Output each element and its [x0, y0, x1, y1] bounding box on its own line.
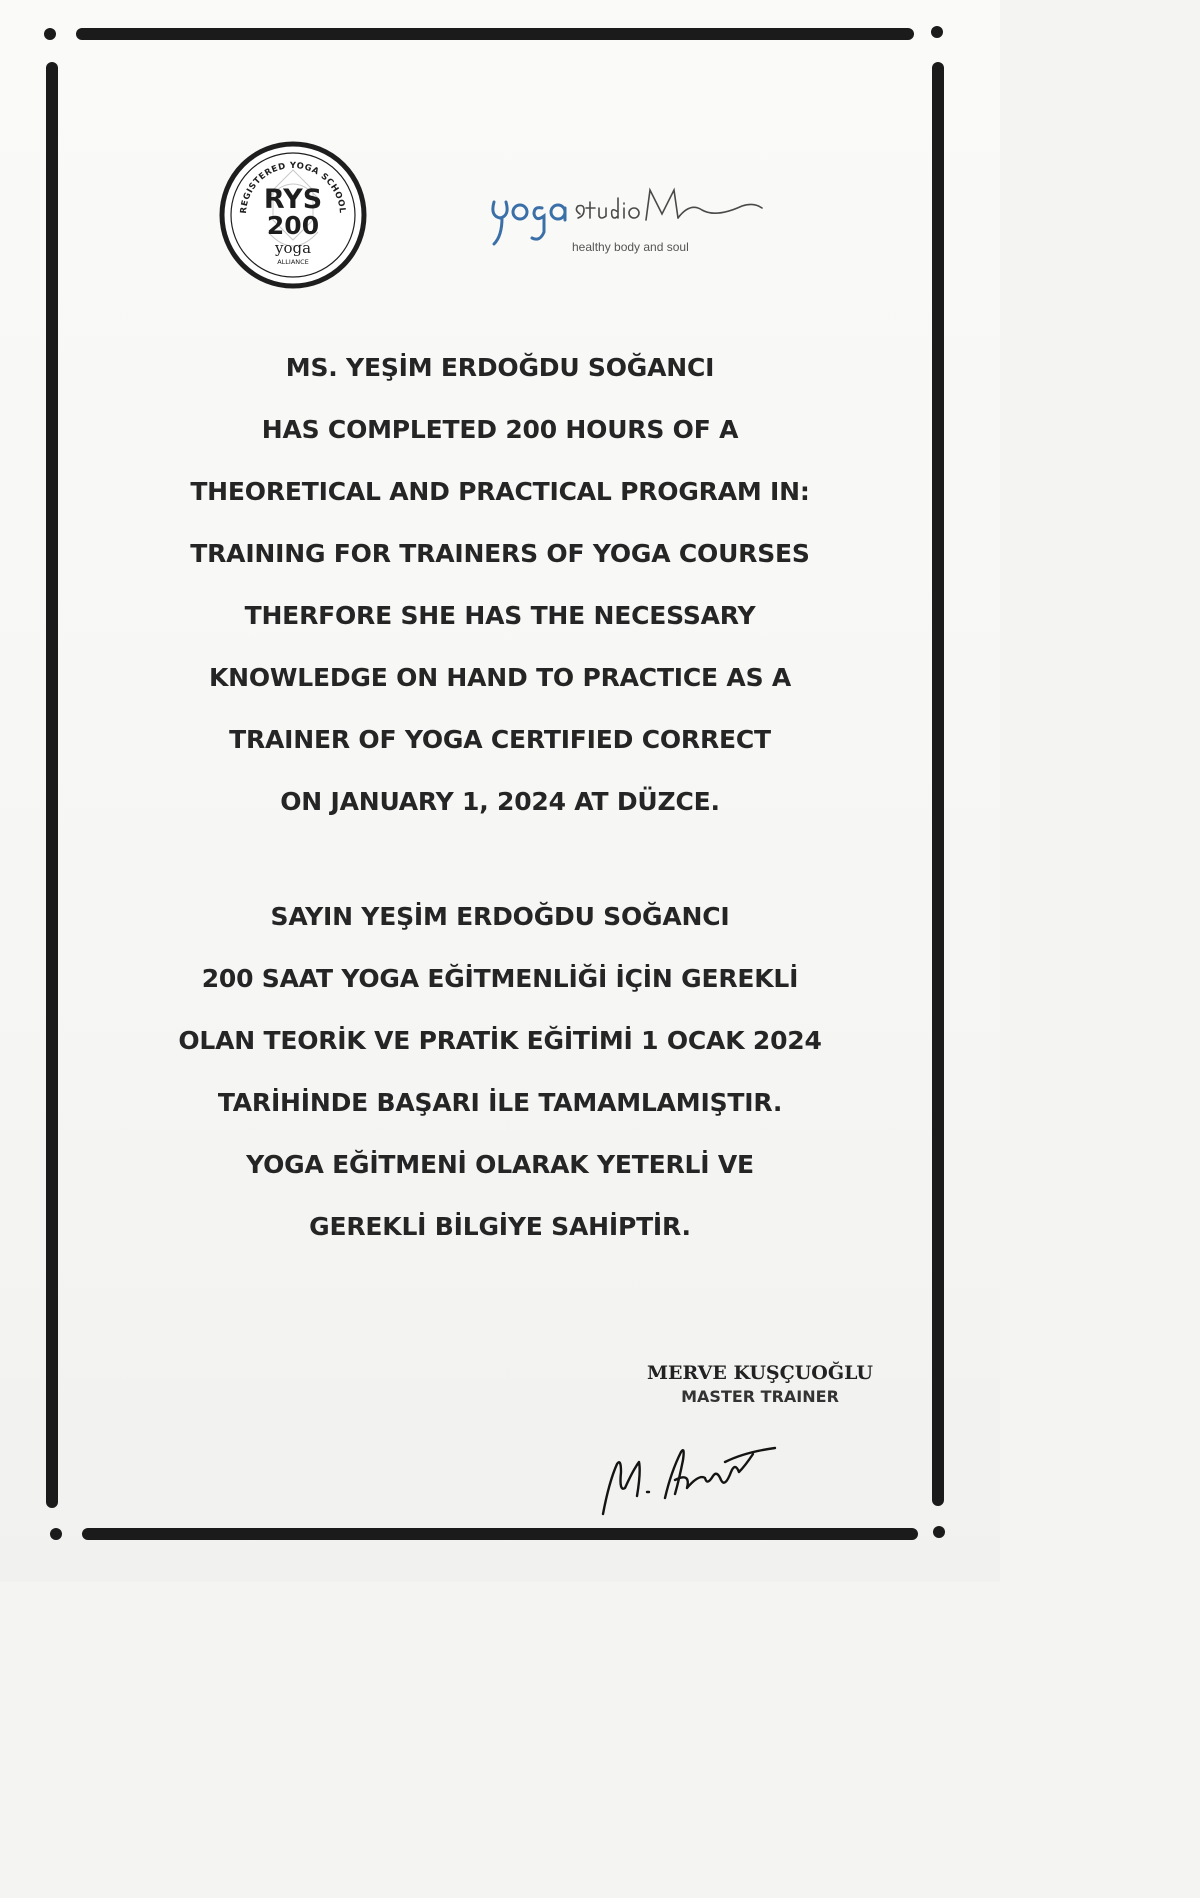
turkish-line: GEREKLİ BİLGİYE SAHİPTİR.: [309, 1212, 691, 1241]
rys-main-text: RYS: [263, 184, 323, 215]
frame-bottom-bar: [82, 1528, 918, 1540]
turkish-line: YOGA EĞİTMENİ OLARAK YETERLİ VE: [246, 1150, 754, 1179]
rys-brand-text: yoga: [274, 239, 312, 257]
turkish-line: OLAN TEORİK VE PRATİK EĞİTİMİ 1 OCAK 2024: [178, 1026, 822, 1055]
english-line: MS. YEŞİM ERDOĞDU SOĞANCI: [285, 353, 715, 382]
turkish-line: SAYIN YEŞİM ERDOĞDU SOĞANCI: [270, 902, 730, 931]
english-statement: [0, 337, 1000, 833]
english-line: ON JANUARY 1, 2024 AT DÜZCE.: [280, 787, 720, 816]
signer-title: MASTER TRAINER: [681, 1387, 839, 1406]
english-line: KNOWLEDGE ON HAND TO PRACTICE AS A: [208, 663, 792, 692]
turkish-line: TARİHİNDE BAŞARI İLE TAMAMLAMIŞTIR.: [217, 1088, 783, 1117]
handwritten-signature: [595, 1422, 795, 1522]
rys-sub-text: ALLIANCE: [277, 258, 309, 266]
frame-corner-bottom-left: [50, 1528, 62, 1540]
frame-corner-bottom-right: [933, 1526, 945, 1538]
english-line: THERFORE SHE HAS THE NECESSARY: [244, 601, 756, 630]
rys-200-logo: [218, 140, 368, 290]
turkish-line: 200 SAAT YOGA EĞİTMENLİĞİ İÇİN GEREKLİ: [201, 964, 799, 993]
signer-name: MERVE KUŞÇUOĞLU: [647, 1362, 873, 1384]
english-line: TRAINING FOR TRAINERS OF YOGA COURSES: [190, 539, 810, 568]
english-line: HAS COMPLETED 200 HOURS OF A: [261, 415, 739, 444]
frame-top-bar: [76, 28, 914, 40]
signer-block: [630, 1360, 890, 1408]
english-line: THEORETICAL AND PRACTICAL PROGRAM IN:: [190, 477, 810, 506]
frame-corner-top-right: [931, 26, 943, 38]
frame-corner-top-left: [44, 28, 56, 40]
studio-tagline: healthy body and soul: [572, 240, 689, 254]
rys-number-text: 200: [266, 211, 320, 240]
turkish-statement: [0, 886, 1000, 1258]
rys-ring-text: REGISTERED YOGA SCHOOL: [238, 160, 348, 215]
english-line: TRAINER OF YOGA CERTIFIED CORRECT: [229, 725, 771, 754]
